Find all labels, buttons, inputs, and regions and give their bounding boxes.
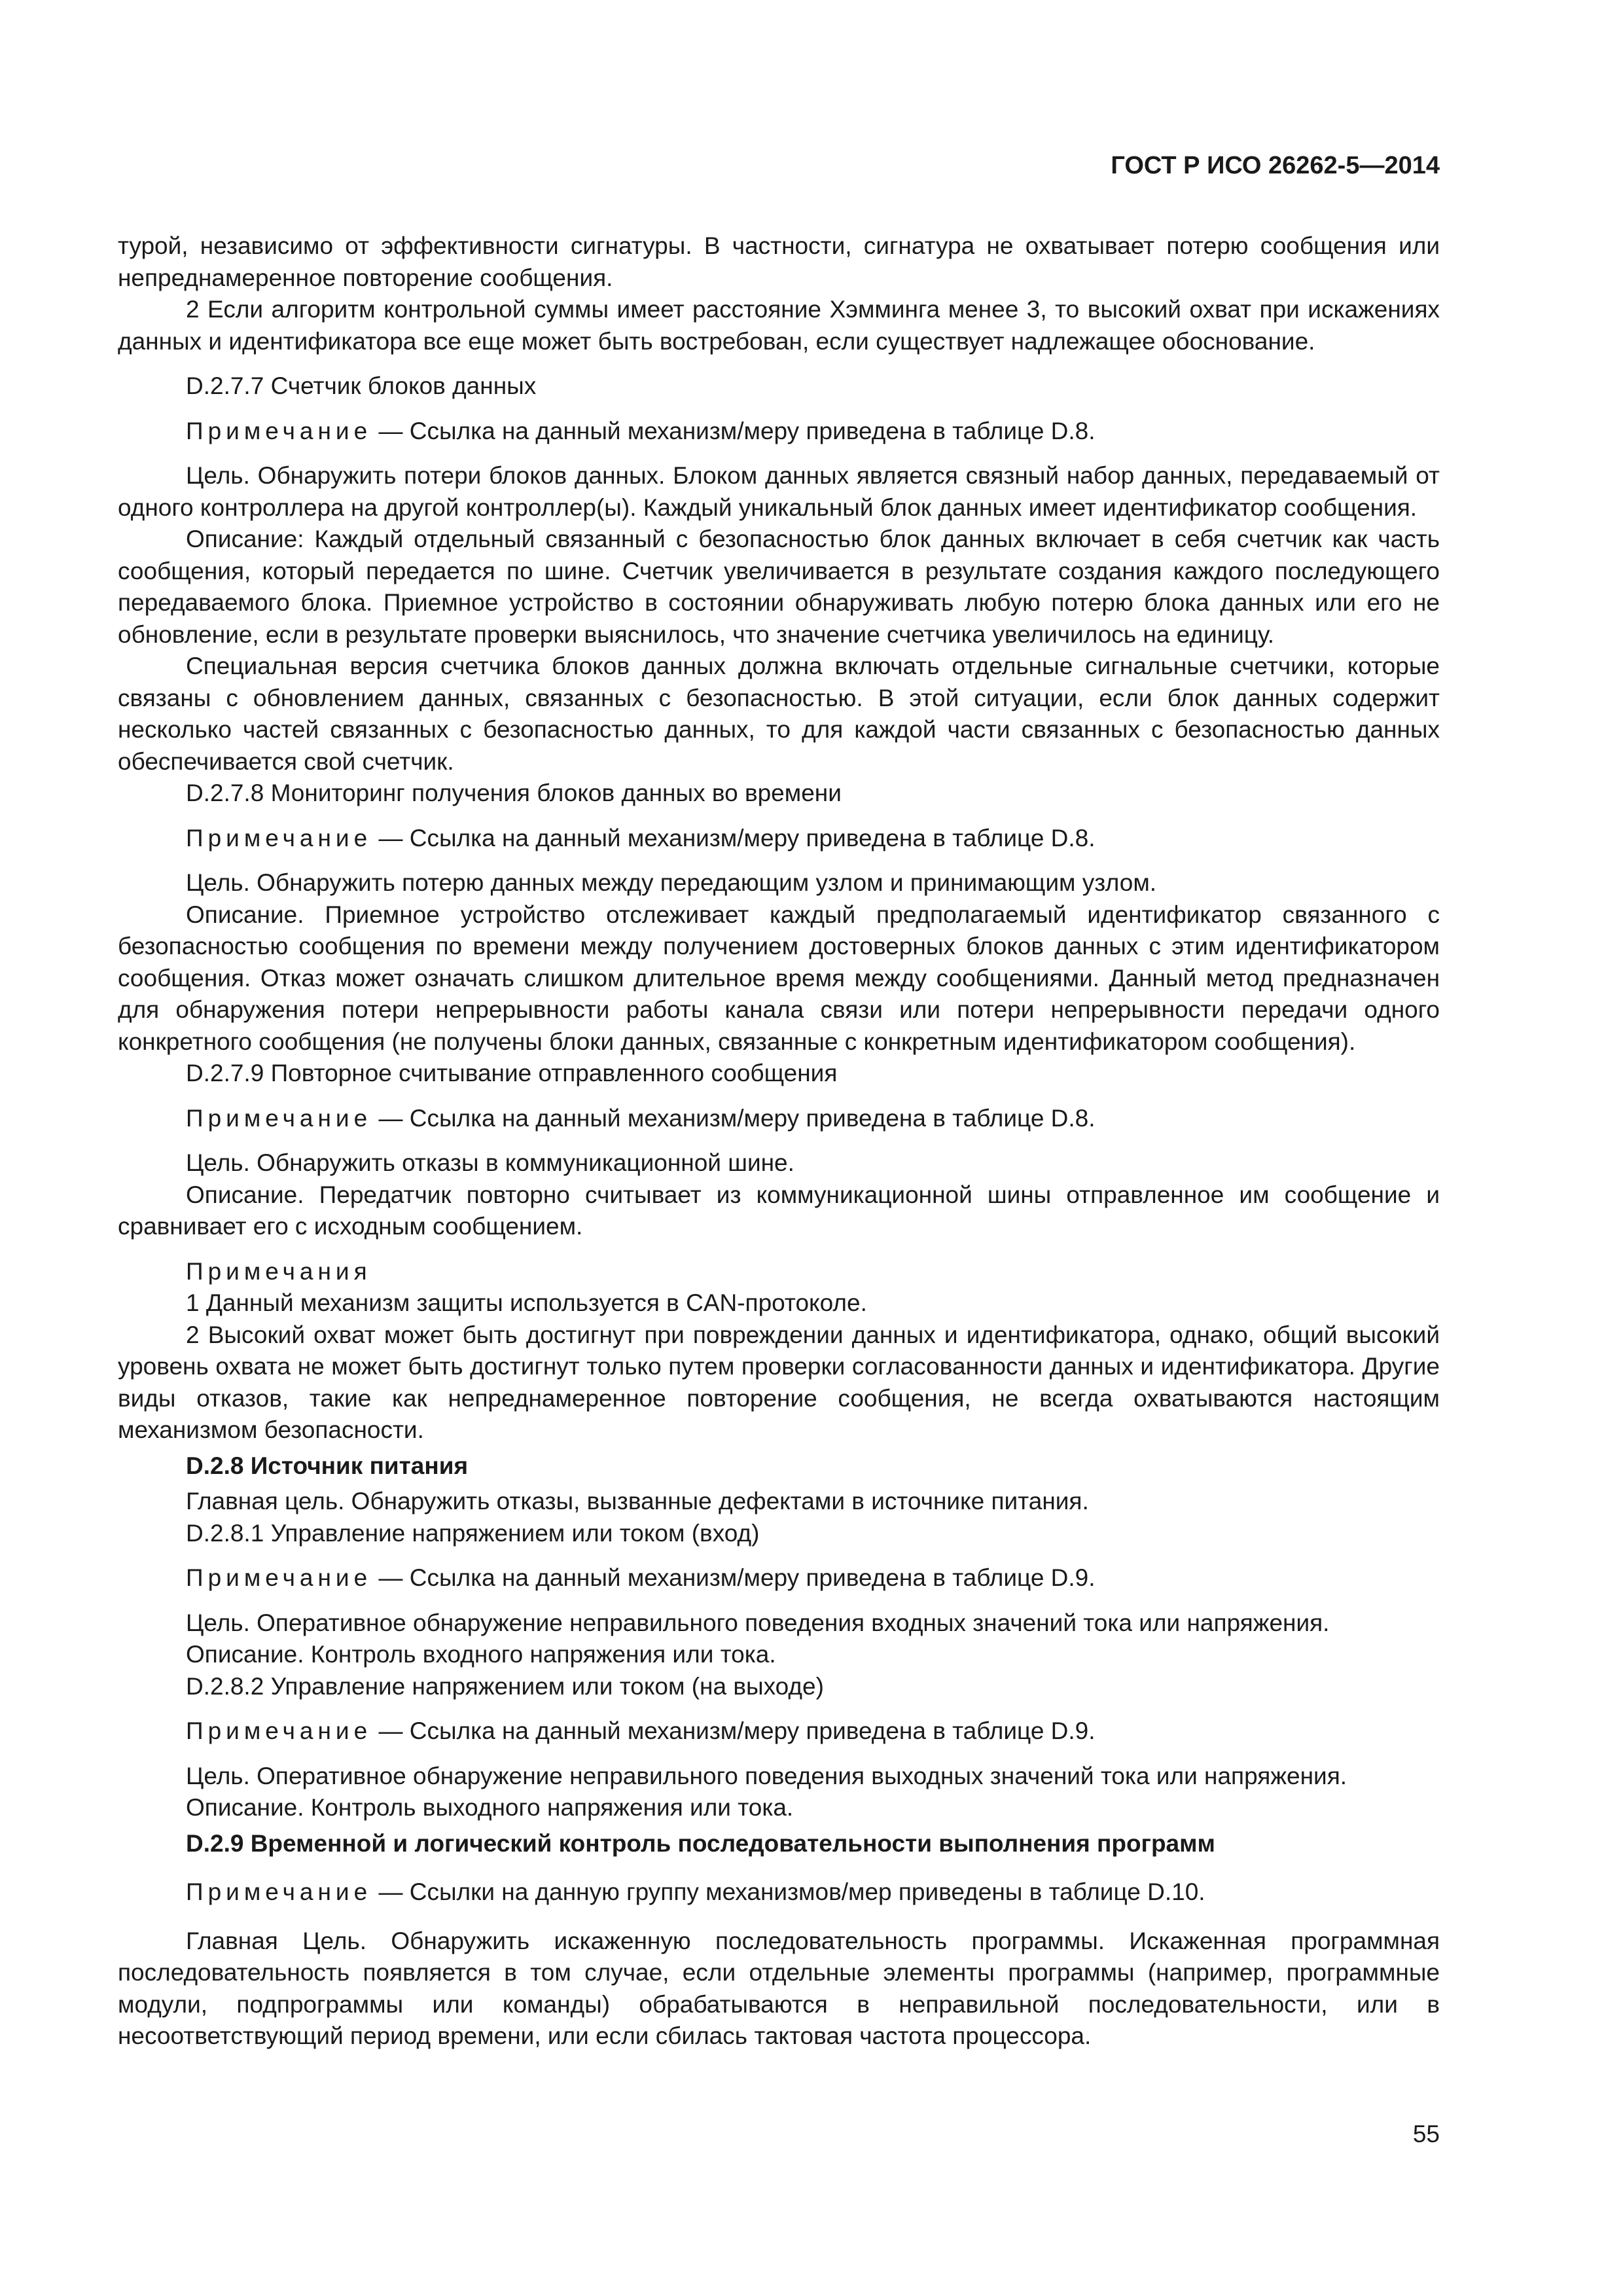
paragraph: Описание: Каждый отдельный связанный с безопасностью блок данных включает в себя счетчик как часть сообщения, который передается по шине. Счетчик увеличивается в результате создания каждого последующего передаваемого блока. Приемное устройство в состоянии обнаруживать любую потерю блока данных или его не обновление, если в результате проверки выяснилось, что значение счетчика увеличилось на единицу. xyxy=(118,526,1440,648)
note: Примечание — Ссылка на данный механизм/меру приведена в таблице D.9. xyxy=(186,1564,1096,1591)
page-number: 55 xyxy=(1412,2121,1440,2147)
paragraph: Описание. Приемное устройство отслеживает каждый предполагаемый идентификатор связанного с безопасностью сообщения по времени между получением достоверных блоков данных с этим идентификатором сообщения. Отказ может означать слишком длительное время между сообщениями. Данный метод предназначен для обнаружения потери непрерывности работы канала связи или потери непрерывности передачи одного конкретного сообщения (не получены блоки данных, связанные с конкретным идентификатором сообщения). xyxy=(118,901,1440,1055)
section-heading-bold: D.2.9 Временной и логический контроль последовательности выполнения программ xyxy=(186,1829,1215,1857)
note-item: 2 Высокий охват может быть достигнут при повреждении данных и идентификатора, однако, общий высокий уровень охвата не может быть достигнут только путем проверки согласованности данных и идентификатора. Другие виды отказов, такие как непреднамеренное повторение сообщения, не всегда охватываются настоящим механизмом безопасности. xyxy=(118,1321,1440,1443)
paragraph: Описание. Контроль выходного напряжения или тока. xyxy=(186,1794,794,1821)
paragraph: Цель. Оперативное обнаружение неправильного поведения выходных значений тока или напряжения. xyxy=(186,1762,1347,1789)
note: Примечание — Ссылка на данный механизм/меру приведена в таблице D.9. xyxy=(186,1717,1096,1744)
note: Примечание — Ссылка на данный механизм/меру приведена в таблице D.8. xyxy=(186,824,1096,852)
paragraph: 2 Если алгоритм контрольной суммы имеет расстояние Хэмминга менее 3, то высокий охват при искажениях данных и идентификатора все еще может быть востребован, если существует надлежащее обоснование. xyxy=(118,296,1440,355)
note-item: 1 Данный механизм защиты используется в CAN-протоколе. xyxy=(186,1289,867,1316)
paragraph: турой, независимо от эффективности сигнатуры. В частности, сигнатура не охватывает потерю сообщения или непреднамеренное повторение сообщения. xyxy=(118,232,1440,291)
paragraph: Описание. Передатчик повторно считывает из коммуникационной шины отправленное им сообщение и сравнивает его с исходным сообщением. xyxy=(118,1181,1440,1240)
note: Примечание — Ссылки на данную группу механизмов/мер приведены в таблице D.10. xyxy=(186,1878,1205,1905)
section-heading-bold: D.2.8 Источник питания xyxy=(186,1452,469,1479)
paragraph: Цель. Обнаружить отказы в коммуникационной шине. xyxy=(186,1149,794,1176)
note-label: Примечание xyxy=(186,417,372,444)
note-label: Примечание xyxy=(186,824,372,852)
note-label: Примечание xyxy=(186,1564,372,1591)
note: Примечание — Ссылка на данный механизм/меру приведена в таблице D.8. xyxy=(186,1104,1096,1132)
note-label: Примечание xyxy=(186,1104,372,1132)
note-label: Примечание xyxy=(186,1717,372,1744)
section-heading: D.2.7.8 Мониторинг получения блоков данных во времени xyxy=(186,780,842,806)
section-heading: D.2.8.2 Управление напряжением или током (на выходе) xyxy=(186,1672,824,1700)
note: Примечание — Ссылка на данный механизм/меру приведена в таблице D.8. xyxy=(186,417,1096,444)
notes-heading: Примечания xyxy=(186,1257,372,1285)
section-heading: D.2.8.1 Управление напряжением или током (вход) xyxy=(186,1519,760,1547)
note-label: Примечание xyxy=(186,1878,372,1905)
paragraph: Цель. Обнаружить потери блоков данных. Блоком данных является связный набор данных, передаваемый от одного контроллера на другой контроллер(ы). Каждый уникальный блок данных имеет идентификатор сообщения. xyxy=(118,462,1440,521)
paragraph: Цель. Оперативное обнаружение неправильного поведения входных значений тока или напряжения. xyxy=(186,1609,1330,1636)
section-heading: D.2.7.9 Повторное считывание отправленного сообщения xyxy=(186,1060,838,1086)
section-heading: D.2.7.7 Счетчик блоков данных xyxy=(186,372,537,399)
paragraph: Специальная версия счетчика блоков данных должна включать отдельные сигнальные счетчики, которые связаны с обновлением данных, связанных с безопасностью. В этой ситуации, если блок данных содержит несколько частей связанных с безопасностью данных, то для каждой части связанных с безопасностью данных обеспечивается свой счетчик. xyxy=(118,653,1440,775)
paragraph: Главная цель. Обнаружить отказы, вызванные дефектами в источнике питания. xyxy=(186,1488,1089,1515)
document-header xyxy=(118,149,1440,182)
paragraph: Описание. Контроль входного напряжения или тока. xyxy=(186,1641,776,1668)
paragraph: Цель. Обнаружить потерю данных между передающим узлом и принимающим узлом. xyxy=(186,869,1157,896)
paragraph: Главная Цель. Обнаружить искаженную последовательность программы. Искаженная программная последовательность появляется в том случае, если отдельные элементы программы (например, программные модули, подпрограммы или команды) обрабатываются в неправильной последовательности, или в несоответствующий период времени, или если сбилась тактовая частота процессора. xyxy=(118,1927,1440,2049)
document-body xyxy=(118,230,1440,2053)
standard-title: ГОСТ Р ИСО 26262-5—2014 xyxy=(1111,152,1440,179)
